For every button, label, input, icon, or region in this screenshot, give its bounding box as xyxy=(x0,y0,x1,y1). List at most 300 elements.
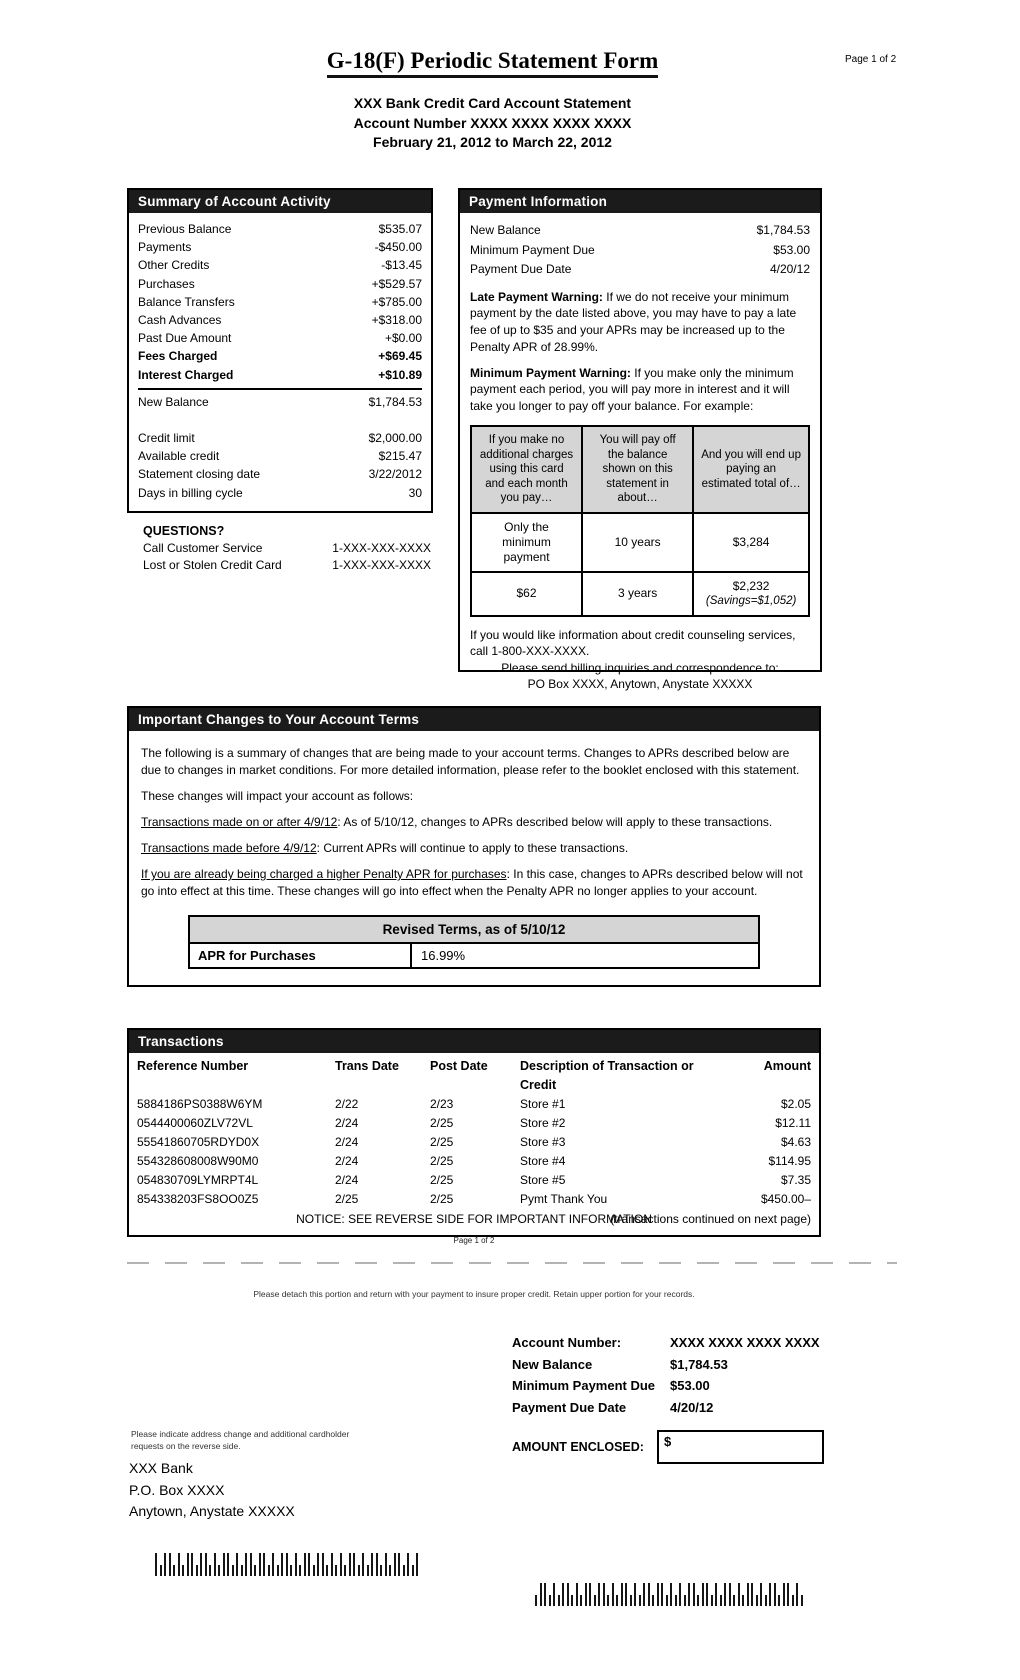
summary-row-label: Fees Charged xyxy=(138,349,218,364)
barcode-bar xyxy=(407,1553,409,1576)
remittance-address xyxy=(129,1458,295,1523)
barcode-bar xyxy=(661,1583,663,1606)
example-table-cell: 3 years xyxy=(582,572,693,616)
trans-date: 2/24 xyxy=(335,1154,359,1168)
barcode-bar xyxy=(675,1595,677,1606)
important-changes-body xyxy=(129,731,819,985)
barcode-bar xyxy=(187,1553,189,1576)
transaction-amount: $2.05 xyxy=(780,1097,811,1111)
barcode-bar xyxy=(783,1583,785,1606)
transactions-body xyxy=(129,1053,819,1235)
barcode-bar xyxy=(394,1553,396,1576)
barcode-bar xyxy=(403,1565,405,1576)
summary-row-value: +$0.00 xyxy=(384,331,422,346)
post-date: 2/25 xyxy=(430,1192,454,1206)
remit-city-state: Anytown, Anystate XXXXX xyxy=(129,1503,295,1519)
barcode-bar xyxy=(196,1565,198,1576)
coupon-value: XXXX XXXX XXXX XXXX xyxy=(670,1335,820,1350)
barcode-bar xyxy=(412,1565,414,1576)
barcode-bar xyxy=(340,1553,342,1576)
barcode-bar xyxy=(567,1583,569,1606)
detail-value: $215.47 xyxy=(378,449,422,464)
barcode-bar xyxy=(787,1583,789,1606)
page-number-top: Page 1 of 2 xyxy=(845,54,897,65)
amount-enclosed-label: AMOUNT ENCLOSED: xyxy=(512,1440,644,1454)
transactions-box xyxy=(127,1028,821,1237)
summary-row-label: Purchases xyxy=(138,276,195,291)
reference-number: 054830709LYMRPT4L xyxy=(137,1173,259,1187)
barcode-bar xyxy=(724,1583,726,1606)
summary-section-header: Summary of Account Activity xyxy=(129,190,431,213)
column-header: Amount xyxy=(763,1059,811,1073)
trans-date: 2/24 xyxy=(335,1116,359,1130)
barcode-bar xyxy=(562,1583,564,1606)
transaction-description: Pymt Thank You xyxy=(520,1192,608,1206)
summary-row-label: Past Due Amount xyxy=(138,331,232,346)
barcode-bar xyxy=(571,1595,573,1606)
reference-number: 554328608008W90M0 xyxy=(137,1154,259,1168)
transactions-header-row xyxy=(137,1057,811,1095)
example-table-cell: 10 years xyxy=(582,513,693,572)
barcode-bar xyxy=(281,1553,283,1576)
transaction-amount: $7.35 xyxy=(780,1173,811,1187)
barcode-bar xyxy=(353,1553,355,1576)
barcode-bar xyxy=(223,1553,225,1576)
example-table-cell: $3,284 xyxy=(693,513,809,572)
reference-number: 5884186PS0388W6YM xyxy=(137,1097,263,1111)
barcode-bar xyxy=(733,1595,735,1606)
barcode-bar xyxy=(358,1565,360,1576)
barcode-bar xyxy=(214,1553,216,1576)
reference-number: 0544400060ZLV72VL xyxy=(137,1116,253,1130)
barcode-bar xyxy=(670,1583,672,1606)
barcode-bar xyxy=(697,1595,699,1606)
reference-number: 55541860705RDYD0X xyxy=(137,1135,260,1149)
example-table-cell: $62 xyxy=(471,572,582,616)
example-total-value: $2,232 xyxy=(732,578,770,593)
detach-instructions: Please detach this portion and return with your payment to insure proper credit. Retain upper portion for your records. xyxy=(253,1289,695,1299)
column-header: Reference Number xyxy=(137,1059,249,1073)
barcode-bar xyxy=(711,1595,713,1606)
barcode-bar xyxy=(769,1583,771,1606)
barcode-bar xyxy=(286,1553,288,1576)
example-table-header-cell: And you will end up paying an estimated total of… xyxy=(693,426,809,513)
statement-period-line: February 21, 2012 to March 22, 2012 xyxy=(373,134,612,150)
barcode-bar xyxy=(250,1553,252,1576)
barcode-bar xyxy=(227,1553,229,1576)
barcode-bar xyxy=(200,1553,202,1576)
barcode-bar xyxy=(169,1553,171,1576)
example-table-header-cell: If you make no additional charges using this card and each month you pay… xyxy=(471,426,582,513)
detail-value: $2,000.00 xyxy=(368,431,422,446)
barcode-bar xyxy=(326,1565,328,1576)
barcode-bar xyxy=(160,1565,162,1576)
barcode-bar xyxy=(173,1565,175,1576)
barcode-bar xyxy=(720,1595,722,1606)
barcode-bar xyxy=(760,1583,762,1606)
example-table-row xyxy=(471,513,809,572)
barcode-bar xyxy=(585,1583,587,1606)
terms-summary-paragraph: The following is a summary of changes that are being made to your account terms. Changes to APRs described below are due to changes in market conditions. For more detailed information, please refer to the booklet enclosed with this statement. xyxy=(141,746,800,777)
detail-label: Days in billing cycle xyxy=(138,485,243,500)
barcode-bar xyxy=(553,1583,555,1606)
summary-row-value: $535.07 xyxy=(378,222,422,236)
barcode-bar xyxy=(634,1583,636,1606)
barcode-bar xyxy=(376,1553,378,1576)
minimum-payment-warning xyxy=(470,365,810,415)
barcode-bar xyxy=(218,1565,220,1576)
transaction-description: Store #1 xyxy=(520,1097,566,1111)
reverse-side-notice: NOTICE: SEE REVERSE SIDE FOR IMPORTANT INFORMATION xyxy=(296,1212,652,1226)
barcode-bar xyxy=(290,1565,292,1576)
barcode-bar xyxy=(679,1583,681,1606)
barcode-bar xyxy=(272,1553,274,1576)
summary-row-label: Cash Advances xyxy=(138,313,222,328)
reference-number: 854338203FS8OO0Z5 xyxy=(137,1192,259,1206)
summary-row-fees xyxy=(138,347,422,365)
transaction-amount: $12.11 xyxy=(775,1116,811,1130)
coupon-row xyxy=(512,1354,824,1376)
barcode-bar xyxy=(630,1595,632,1606)
summary-body xyxy=(129,213,431,511)
credit-counseling-note: If you would like information about credit counseling services, call 1-800-XXX-XXXX. xyxy=(470,627,796,659)
summary-row-label: Previous Balance xyxy=(138,222,232,236)
barcode-bar xyxy=(164,1553,166,1576)
transaction-row xyxy=(137,1114,811,1133)
summary-row xyxy=(138,293,422,311)
example-table-row xyxy=(471,572,809,616)
barcode-bar xyxy=(209,1565,211,1576)
transaction-row xyxy=(137,1095,811,1114)
payment-row xyxy=(470,241,810,261)
detail-label: Available credit xyxy=(138,449,220,464)
barcode-bar xyxy=(576,1583,578,1606)
detail-value: 3/22/2012 xyxy=(368,467,422,482)
detail-label: Statement closing date xyxy=(138,467,261,482)
transactions-section-header: Transactions xyxy=(129,1030,819,1053)
barcode-bar xyxy=(751,1583,753,1606)
remit-bank-name: XXX Bank xyxy=(129,1460,193,1476)
barcode-bar xyxy=(657,1583,659,1606)
barcode-bar xyxy=(362,1553,364,1576)
page-title: G-18(F) Periodic Statement Form xyxy=(327,48,658,78)
summary-row xyxy=(138,256,422,274)
barcode-bar xyxy=(191,1553,193,1576)
postal-barcode-left xyxy=(155,1553,421,1576)
barcode-bar xyxy=(322,1553,324,1576)
barcode-bar xyxy=(178,1553,180,1576)
barcode-bar xyxy=(535,1595,537,1606)
summary-row xyxy=(138,238,422,256)
barcode-bar xyxy=(544,1583,546,1606)
postal-barcode-right xyxy=(535,1583,805,1606)
detach-perforation-line xyxy=(127,1262,897,1264)
coupon-value: $1,784.53 xyxy=(670,1356,728,1372)
barcode-bar xyxy=(796,1583,798,1606)
summary-divider xyxy=(138,388,422,390)
billing-note-line1: Please send billing inquiries and correspondence to: xyxy=(501,661,779,675)
barcode-bar xyxy=(385,1553,387,1576)
coupon-summary-fields xyxy=(512,1332,824,1418)
payment-section-header: Payment Information xyxy=(460,190,820,213)
payment-row-label: Payment Due Date xyxy=(470,262,572,276)
barcode-bar xyxy=(155,1553,157,1576)
transaction-description: Store #2 xyxy=(520,1116,566,1130)
savings-note: (Savings=$1,052) xyxy=(705,594,797,607)
transaction-row xyxy=(137,1152,811,1171)
column-header: Trans Date xyxy=(335,1059,399,1073)
barcode-bar xyxy=(580,1595,582,1606)
barcode-bar xyxy=(639,1595,641,1606)
terms-item xyxy=(141,814,807,831)
summary-detail-row xyxy=(138,484,422,502)
barcode-bar xyxy=(371,1553,373,1576)
coupon-row xyxy=(512,1397,824,1419)
detail-label: Credit limit xyxy=(138,431,195,446)
summary-row xyxy=(138,329,422,347)
summary-of-account-activity-box xyxy=(127,188,433,513)
summary-row-value: +$69.45 xyxy=(378,349,422,364)
questions-row xyxy=(143,540,431,557)
revised-terms-header: Revised Terms, as of 5/10/12 xyxy=(190,917,758,944)
late-payment-warning-text: If we do not receive your minimum payment by the date listed above, you may have to pay a late fee of up to $35 and your APRs may be increased up to the Penalty APR of 28.99%. xyxy=(470,289,797,354)
barcode-bar xyxy=(540,1583,542,1606)
terms-item-lead: Transactions made on or after 4/9/12 xyxy=(141,815,338,829)
barcode-bar xyxy=(308,1553,310,1576)
summary-row-value: -$13.45 xyxy=(381,258,422,273)
important-changes-box xyxy=(127,706,821,987)
coupon-label: Minimum Payment Due xyxy=(512,1378,656,1393)
barcode-bar xyxy=(742,1595,744,1606)
questions-label: Lost or Stolen Credit Card xyxy=(143,558,282,572)
payment-body xyxy=(460,213,820,670)
summary-row-label: Balance Transfers xyxy=(138,294,235,309)
example-table-cell: Only the minimum payment xyxy=(471,513,582,572)
barcode-bar xyxy=(715,1583,717,1606)
barcode-bar xyxy=(317,1553,319,1576)
transactions-continued-note: (transactions continued on next page) xyxy=(610,1212,811,1226)
post-date: 2/25 xyxy=(430,1135,454,1149)
barcode-bar xyxy=(558,1595,560,1606)
questions-phone: 1-XXX-XXX-XXXX xyxy=(332,558,431,572)
barcode-bar xyxy=(594,1595,596,1606)
barcode-bar xyxy=(367,1565,369,1576)
summary-row-value: -$450.00 xyxy=(374,240,422,255)
terms-item-text: : As of 5/10/12, changes to APRs described below will apply to these transactions. xyxy=(337,815,773,829)
payment-row-value: $1,784.53 xyxy=(756,223,810,237)
summary-row xyxy=(138,220,422,238)
barcode-bar xyxy=(335,1565,337,1576)
barcode-bar xyxy=(416,1553,418,1576)
summary-row xyxy=(138,311,422,329)
payment-row-label: Minimum Payment Due xyxy=(470,242,595,257)
questions-row xyxy=(143,557,431,574)
payment-information-box xyxy=(458,188,822,672)
summary-detail-row xyxy=(138,447,422,465)
barcode-bar xyxy=(652,1595,654,1606)
barcode-bar xyxy=(205,1553,207,1576)
questions-phone: 1-XXX-XXX-XXXX xyxy=(332,541,431,555)
barcode-bar xyxy=(729,1583,731,1606)
summary-row-interest xyxy=(138,366,422,384)
summary-row-value: +$785.00 xyxy=(371,294,422,309)
summary-spacer xyxy=(138,411,422,429)
barcode-bar xyxy=(616,1595,618,1606)
barcode-bar xyxy=(259,1553,261,1576)
barcode-bar xyxy=(398,1553,400,1576)
column-header: Post Date xyxy=(430,1059,488,1073)
coupon-value: $53.00 xyxy=(670,1378,710,1393)
barcode-bar xyxy=(756,1595,758,1606)
detail-value: 30 xyxy=(408,485,422,500)
summary-row-label: Interest Charged xyxy=(138,367,234,382)
trans-date: 2/22 xyxy=(335,1097,359,1111)
terms-item-text: : Current APRs will continue to apply to these transactions. xyxy=(316,841,629,855)
transaction-row xyxy=(137,1190,811,1209)
barcode-bar xyxy=(263,1553,265,1576)
new-balance-value: $1,784.53 xyxy=(368,394,422,409)
revised-terms-table xyxy=(188,915,760,969)
barcode-bar xyxy=(295,1553,297,1576)
transaction-amount: $114.95 xyxy=(768,1154,811,1168)
barcode-bar xyxy=(182,1565,184,1576)
billing-inquiries-note xyxy=(458,660,822,692)
minimum-payment-example-table xyxy=(470,425,810,617)
terms-item-lead: Transactions made before 4/9/12 xyxy=(141,841,317,855)
questions-header: QUESTIONS? xyxy=(143,524,225,538)
barcode-bar xyxy=(625,1583,627,1606)
example-table-header-row xyxy=(471,426,809,513)
summary-row-value: +$318.00 xyxy=(371,313,422,328)
amount-enclosed-input xyxy=(657,1430,824,1464)
barcode-bar xyxy=(747,1583,749,1606)
important-changes-header: Important Changes to Your Account Terms xyxy=(129,708,819,731)
barcode-bar xyxy=(589,1583,591,1606)
barcode-bar xyxy=(389,1565,391,1576)
billing-note-line2: PO Box XXXX, Anytown, Anystate XXXXX xyxy=(527,677,753,691)
coupon-row xyxy=(512,1332,824,1354)
barcode-bar xyxy=(706,1583,708,1606)
coupon-label: Payment Due Date xyxy=(512,1399,627,1415)
summary-row-label: Other Credits xyxy=(138,258,210,273)
barcode-bar xyxy=(245,1553,247,1576)
late-payment-warning-label: Late Payment Warning: xyxy=(470,289,603,304)
questions-label: Call Customer Service xyxy=(143,541,263,555)
bank-name-line: XXX Bank Credit Card Account Statement xyxy=(353,95,632,111)
barcode-bar xyxy=(666,1595,668,1606)
payment-row-value: 4/20/12 xyxy=(769,262,810,276)
barcode-bar xyxy=(349,1553,351,1576)
barcode-bar xyxy=(603,1583,605,1606)
page-number-bottom: Page 1 of 2 xyxy=(453,1236,495,1245)
terms-item xyxy=(141,840,807,857)
apr-row-value: 16.99% xyxy=(421,948,466,963)
statement-subtitle xyxy=(0,94,985,153)
summary-detail-row xyxy=(138,429,422,447)
amount-enclosed-row xyxy=(512,1430,824,1464)
post-date: 2/25 xyxy=(430,1154,454,1168)
address-change-note: Please indicate address change and additional cardholder requests on the reverse side. xyxy=(131,1429,350,1451)
transaction-row xyxy=(137,1171,811,1190)
barcode-bar xyxy=(801,1595,803,1606)
barcode-bar xyxy=(684,1595,686,1606)
revised-terms-row xyxy=(190,944,758,967)
terms-item xyxy=(141,866,807,900)
barcode-bar xyxy=(648,1583,650,1606)
minimum-payment-warning-text: If you make only the minimum payment each period, you will pay more in interest and it will take you longer to pay off your balance. For example: xyxy=(470,365,794,414)
minimum-payment-warning-label: Minimum Payment Warning: xyxy=(470,365,631,380)
account-number-line: Account Number XXXX XXXX XXXX XXXX xyxy=(353,114,632,131)
barcode-bar xyxy=(702,1583,704,1606)
post-date: 2/25 xyxy=(430,1116,454,1130)
barcode-bar xyxy=(738,1583,740,1606)
post-date: 2/25 xyxy=(430,1173,454,1187)
barcode-bar xyxy=(313,1565,315,1576)
barcode-bar xyxy=(268,1565,270,1576)
example-table-cell xyxy=(693,572,809,616)
payment-row xyxy=(470,221,810,241)
summary-row-value: +$529.57 xyxy=(371,276,422,291)
column-header: Description of Transaction or Credit xyxy=(520,1059,694,1092)
coupon-row xyxy=(512,1375,824,1397)
barcode-bar xyxy=(331,1553,333,1576)
barcode-bar xyxy=(304,1553,306,1576)
transaction-row xyxy=(137,1133,811,1152)
terms-item-text: : In this case, changes to APRs described below will not go into effect at this time. These changes will go into effect when the Penalty APR no longer applies to your account. xyxy=(141,867,803,898)
barcode-bar xyxy=(607,1595,609,1606)
trans-date: 2/25 xyxy=(335,1192,359,1206)
summary-row xyxy=(138,275,422,293)
barcode-bar xyxy=(778,1595,780,1606)
barcode-bar xyxy=(774,1583,776,1606)
summary-detail-row xyxy=(138,465,422,483)
barcode-bar xyxy=(236,1553,238,1576)
barcode-bar xyxy=(344,1565,346,1576)
barcode-bar xyxy=(643,1583,645,1606)
terms-impact-paragraph: These changes will impact your account as follows: xyxy=(141,789,414,803)
late-payment-warning xyxy=(470,289,810,356)
payment-row-label: New Balance xyxy=(470,223,541,237)
terms-item-lead: If you are already being charged a higher Penalty APR for purchases xyxy=(141,867,507,881)
example-table-header-cell: You will pay off the balance shown on this statement in about… xyxy=(582,426,693,513)
barcode-bar xyxy=(241,1565,243,1576)
barcode-bar xyxy=(688,1583,690,1606)
document-header xyxy=(0,48,985,153)
barcode-bar xyxy=(299,1565,301,1576)
dollar-sign-prefix: $ xyxy=(664,1434,672,1449)
post-date: 2/23 xyxy=(430,1097,454,1111)
barcode-bar xyxy=(693,1583,695,1606)
barcode-bar xyxy=(254,1565,256,1576)
coupon-label: Account Number: xyxy=(512,1335,622,1350)
new-balance-row xyxy=(138,393,422,411)
barcode-bar xyxy=(765,1595,767,1606)
barcode-bar xyxy=(612,1583,614,1606)
summary-row-value: +$10.89 xyxy=(378,367,422,382)
new-balance-label: New Balance xyxy=(138,394,209,409)
barcode-bar xyxy=(277,1565,279,1576)
barcode-bar xyxy=(232,1565,234,1576)
remit-po-box: P.O. Box XXXX xyxy=(129,1481,225,1498)
transaction-description: Store #3 xyxy=(520,1135,566,1149)
trans-date: 2/24 xyxy=(335,1173,359,1187)
summary-row-label: Payments xyxy=(138,240,192,255)
barcode-bar xyxy=(792,1595,794,1606)
barcode-bar xyxy=(380,1565,382,1576)
trans-date: 2/24 xyxy=(335,1135,359,1149)
barcode-bar xyxy=(549,1595,551,1606)
coupon-value: 4/20/12 xyxy=(670,1399,714,1415)
